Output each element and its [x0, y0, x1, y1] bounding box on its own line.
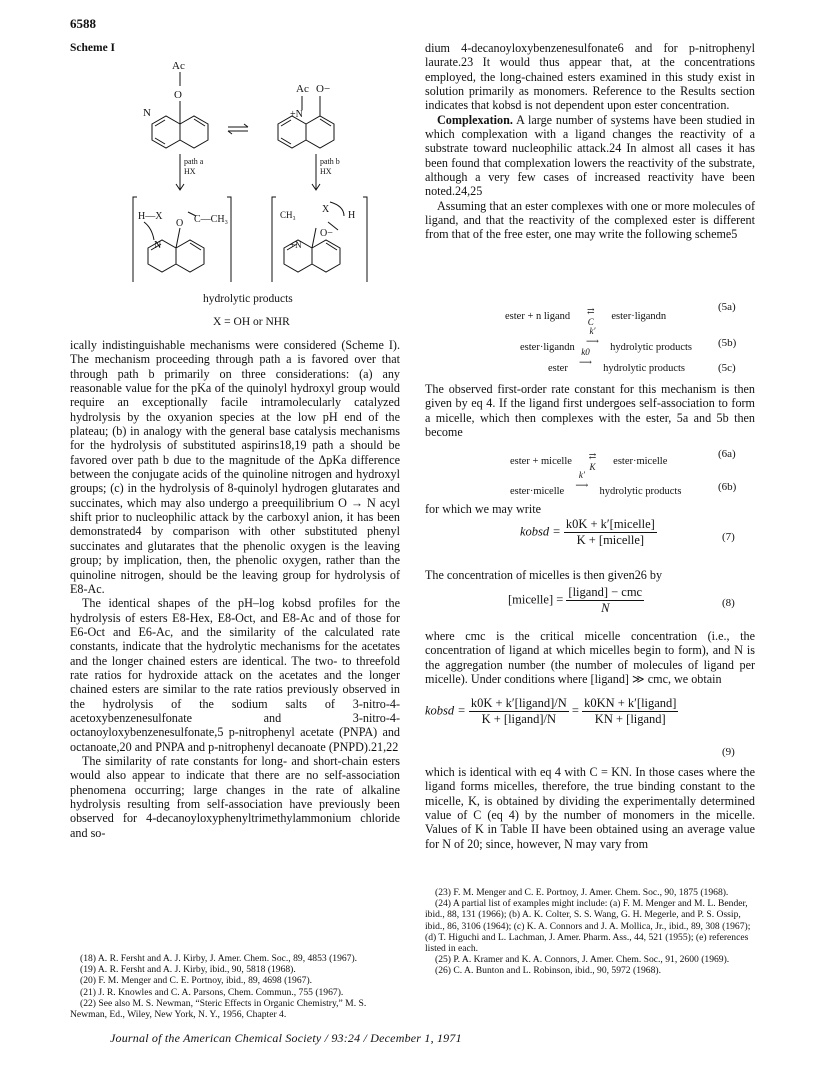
journal-footer: Journal of the American Chemical Society / 93:24 / December 1, 1971 [110, 1031, 462, 1045]
equation-number-5a: (5a) [718, 301, 736, 313]
intermediate-left [133, 197, 231, 282]
equation-number-6b: (6b) [718, 481, 737, 493]
quinoline-top-right [278, 116, 334, 148]
equation-7: kobsd = $\frac{\text{k0K + k′[micelle]}}{\text{K + [micelle]}}$ [520, 517, 655, 547]
scheme-caption: hydrolytic products [203, 293, 293, 305]
scheme-ac-top: Ac [172, 60, 185, 72]
scheme-n-low-left: N [154, 240, 162, 251]
scheme-o-left-low: O [176, 218, 184, 229]
scheme-hx-left: H—X [138, 211, 163, 222]
right-paragraph-6: The concentration of micelles is then given26 by [425, 568, 663, 582]
scheme-diagram [110, 52, 380, 282]
left-paragraph-3: The similarity of rate constants for long- and short-chain esters would also appear to indicate that there are no self-association phenomena occurring; large changes in the rate of alkaline hydrolysis resulting from self-association have previously been observed for 4-decanoyloxyphenyltrimethylammonium chloride and so- [70, 753, 400, 840]
equilibrium-arrow [228, 124, 248, 134]
scheme-label: Scheme I [70, 42, 116, 54]
scheme-o-minus-low: O− [320, 228, 333, 239]
footnote-21: (21) J. R. Knowles and C. A. Parsons, Chem. Commun., 755 (1967). [80, 986, 344, 998]
right-paragraph-4-wrap [425, 382, 755, 439]
scheme-hx-b: HX [320, 167, 332, 176]
equation-5b: ester·ligandn k′ ⟶ hydrolytic products [520, 326, 693, 353]
footnote-26: (26) C. A. Bunton and L. Robinson, ibid., 90, 5972 (1968). [435, 965, 661, 977]
equation-6b: ester·micelle k′ ⟶ hydrolytic products [510, 470, 682, 497]
page-number: 6588 [70, 16, 96, 31]
scheme-h-right: H [348, 210, 356, 221]
scheme-x-right: X [322, 204, 330, 215]
equation-number-8: (8) [722, 597, 735, 609]
left-footnotes [70, 953, 400, 1020]
footnote-20: (20) F. M. Menger and C. E. Portnoy, ibid., 89, 4698 (1967). [80, 975, 313, 987]
equation-number-7: (7) [722, 531, 735, 543]
right-paragraph-8: which is identical with eq 4 with C = KN. In those cases where the ligand forms micelles, therefore, the true binding constant to the micelle, K, is obtained by dividing the experimentally determined value of C (eq 4) by the number of monomers in the micelle. Values of K in Table II have been obtained using an average value for N of 20; since, however, N may vary from [425, 765, 755, 851]
complexation-heading: Complexation. [437, 112, 513, 127]
equation-6a: ester + micelle ⇄ K ester·micelle [510, 451, 668, 472]
quinoline-top-left [152, 112, 208, 148]
scheme-path-b: path b [320, 157, 340, 166]
right-column-top [425, 41, 755, 242]
right-paragraph-4: The observed first-order rate constant for this mechanism is then given by eq 4. If the ligand first undergoes self-association to form a micelle, which then complexes with the ester, 5a and 5b then become [425, 382, 755, 440]
scheme-nplus-low: +N [290, 240, 302, 250]
equation-5c: ester k0 ⟶ hydrolytic products [548, 347, 686, 374]
footnote-18: (18) A. R. Fersht and A. J. Kirby, J. Amer. Chem. Soc., 89, 4853 (1967). [80, 953, 358, 964]
scheme-ac-right: Ac [296, 83, 309, 95]
equation-number-9: (9) [722, 746, 735, 758]
equation-9: kobsd = $\frac{\text{k0K + k′[ligand]/N}}{\text{K + [ligand]/N}}$ = $\frac{\text{k0KN + k′[ligand]}}{\text{KN + [ligand]}}$ [425, 696, 677, 726]
footnote-25: (25) P. A. Kramer and K. A. Connors, J. Amer. Chem. Soc., 91, 2600 (1969). [435, 954, 730, 966]
equation-number-5b: (5b) [718, 337, 737, 349]
scheme-ch3-right: CH₃ [280, 210, 296, 220]
left-column-text [70, 338, 400, 840]
scheme-hx-a: HX [184, 167, 196, 176]
equation-8: [micelle] = $\frac{\text{[ligand] − cmc}}{N}$ [508, 585, 643, 615]
right-paragraph-3: Assuming that an ester complexes with one or more molecules of ligand, and that the reactivity of the complexed ester is different from that of the free ester, one may write the following scheme5 [425, 198, 755, 242]
equation-number-5c: (5c) [718, 362, 736, 374]
scheme-o-minus-right: O− [316, 83, 331, 95]
right-paragraph-2: A large number of systems have been studied in which complexation with a ligand changes the reactivity of a substrate toward nucleophilic attack.24 In almost all cases it has been found that complexation lowers the reactivity of the substrate, although a very few cases of increased reactivity have been noted.24,25 [425, 112, 755, 199]
scheme-c-ch3: C—CH₃ [194, 214, 229, 225]
right-paragraph-7: where cmc is the critical micelle concentration (i.e., the concentration of ligand at which micelles begin to form), and N is the aggregation number (the number of molecules of ligand per micelle). Under conditions where [ligand] ≫ cmc, we obtain [425, 629, 755, 687]
scheme-n-left: N [143, 107, 151, 119]
scheme-nplus-right: +N [290, 109, 303, 120]
equation-5a: ester + n ligand ⇄ C ester·ligandn [505, 306, 667, 327]
footnote-24: (24) A partial list of examples might include: (a) F. M. Menger and M. L. Bender, ibid., 88, 131 (1966); (b) A. K. Colter, S. S. Wang, G. H. Megerle, and P. S. Ossip, ibid., 86, 3106 (1964); (c) K. A. Connors and J. A. Mollica, Jr., ibid., 89, 308 (1967); (d) T. Higuchi and L. Lachman, J. Amer. Pharm. Ass., 44, 521 (1955); (e) references listed in each. [425, 898, 751, 955]
footnote-19: (19) A. R. Fersht and A. J. Kirby, ibid., 90, 5818 (1968). [80, 964, 296, 976]
footnote-22: (22) See also M. S. Newman, “Steric Effects in Organic Chemistry,” M. S. Newman, Ed., Wiley, New York, N. Y., 1956, Chapter 4. [70, 997, 367, 1021]
scheme-x-definition: X = OH or NHR [213, 316, 290, 328]
right-footnotes [425, 887, 755, 977]
equation-number-6a: (6a) [718, 448, 736, 460]
scheme-path-a: path a [184, 157, 204, 166]
right-paragraph-5: for which we may write [425, 502, 541, 516]
scheme-o-top: O [174, 89, 182, 101]
left-paragraph-1: ically indistinguishable mechanisms were considered (Scheme I). The mechanism proceeding through path a is favored over that through path b primarily on three considerations: (a) any reasonable value for the pKa of the quinolyl hydroxyl group would require an exceptionally facile intramolecularly catalyzed hydrolysis by the oxyanion species at the low pH end of the plateau; (b) in analogy with the general base catalysis mechanisms for the hydrolysis of substituted aspirins18,19 path a should be favored over path b due to the magnitude of the ΔpKa difference between the conjugate acids of the quinoline nitrogen and hydroxyl groups; (c) in the hydrolysis of 8-quinolyl hydrogen glutarates and succinates, which may also undergo a preequilibrium O → N acyl shift prior to nucleophilic attack by the carboxyl anion, it has been demonstrated4 by comparison with other substituted phenyl succinates and glutarates that the phenolic oxygen is the leaving group; by implication, then, the phenolic oxygen, rather than the quinoline nitrogen, should be the leaving group for hydrolysis of E8-Ac. [70, 338, 400, 596]
footnote-23: (23) F. M. Menger and C. E. Portnoy, J. Amer. Chem. Soc., 90, 1875 (1968). [435, 887, 729, 898]
left-paragraph-2: The identical shapes of the pH–log kobsd profiles for the hydrolysis of esters E8-Hex, E8-Oct, and E8-Ac and of those for E6-Oct and E6-Ac, and the similarity of the calculated rate constants, indicate that the hydrolytic mechanisms for the acetates and the longer chained esters are identical. The two- to threefold rate ratios for hydroxide attack on the acetates and the longer chained esters are similar to the rate ratios previously observed in the hydrolysis of the sodium salts of 3-nitro-4-acetoxybenzenesulfonate and 3-nitro-4-octanoyloxybenzenesulfonate,5 p-nitrophenyl acetate (PNPA) and octanoate,20 and PNPA and p-nitrophenyl decanoate (PNPD).21,22 [70, 596, 400, 754]
right-paragraph-1: dium 4-decanoyloxybenzenesulfonate6 and for p-nitrophenyl laurate.23 It would thus appear that, at the concentrations employed, the long-chained esters examined in this study exist in solution primarily as monomers. Reference to the Results section indicates that kobsd is not dependent upon ester concentration. [425, 41, 755, 113]
